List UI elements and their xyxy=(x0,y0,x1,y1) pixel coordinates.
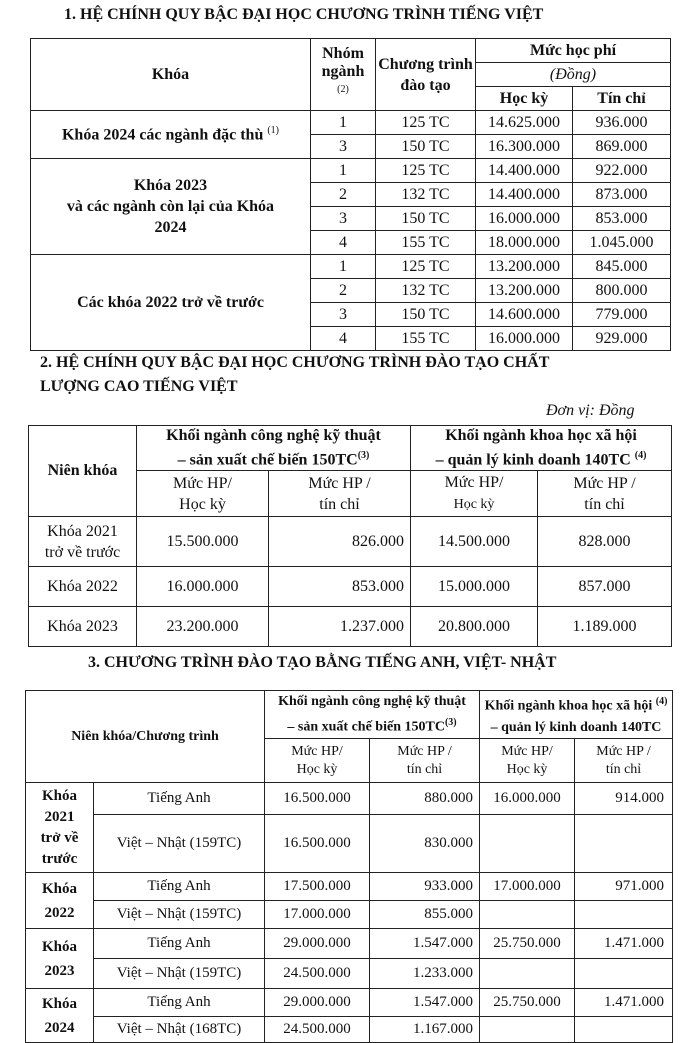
tech-semester-fee-cell: 24.500.000 xyxy=(265,1017,370,1043)
header-year-program: Niên khóa/Chương trình xyxy=(26,691,265,783)
group-cell: 3 xyxy=(311,207,376,231)
social-semester-fee-cell xyxy=(480,1017,575,1043)
social-semester-fee-cell: 15.000.000 xyxy=(411,567,538,607)
tech-credit-fee-cell: 826.000 xyxy=(269,517,411,567)
program-cell: Việt – Nhật (159TC) xyxy=(94,959,265,989)
tech-credit-fee-cell: 855.000 xyxy=(370,901,480,929)
social-credit-fee-cell: 914.000 xyxy=(575,783,673,815)
social-semester-fee-cell: 14.500.000 xyxy=(411,517,538,567)
header-fee-unit: (Đồng) xyxy=(476,63,671,87)
year-cell: Khóa 2022 xyxy=(29,567,137,607)
semester-fee-cell: 18.000.000 xyxy=(476,231,573,255)
social-semester-fee-cell: 25.750.000 xyxy=(480,989,575,1017)
program-cell: 155 TC xyxy=(376,231,476,255)
group-cell: 3 xyxy=(311,303,376,327)
program-cell: Tiếng Anh xyxy=(94,929,265,959)
tech-semester-fee-cell: 29.000.000 xyxy=(265,929,370,959)
program-cell: 150 TC xyxy=(376,207,476,231)
semester-fee-cell: 14.400.000 xyxy=(476,159,573,183)
header-tech-credit: Mức HP / tín chỉ xyxy=(269,471,411,517)
program-cell: 132 TC xyxy=(376,183,476,207)
group-cell: 3 xyxy=(311,135,376,159)
header-program: Chương trình đào tạo xyxy=(376,39,476,111)
tech-credit-fee-cell: 1.547.000 xyxy=(370,929,480,959)
social-credit-fee-cell xyxy=(575,1017,673,1043)
header-social-credit: Mức HP / tín chỉ xyxy=(575,739,673,783)
social-credit-fee-cell: 1.471.000 xyxy=(575,929,673,959)
tech-credit-fee-cell: 853.000 xyxy=(269,567,411,607)
header-semester: Học kỳ xyxy=(476,87,573,111)
tuition-table-high-quality-program xyxy=(28,425,672,647)
header-social-credit: Mức HP / tín chỉ xyxy=(538,471,672,517)
social-semester-fee-cell xyxy=(480,959,575,989)
tech-credit-fee-cell: 933.000 xyxy=(370,873,480,901)
year-cell: Khóa 2021 trở về trước xyxy=(29,517,137,567)
section-2-heading: 2. HỆ CHÍNH QUY BẬC ĐẠI HỌC CHƯƠNG TRÌNH ĐÀO TẠO CHẤT xyxy=(40,354,550,371)
tech-semester-fee-cell: 17.000.000 xyxy=(265,901,370,929)
year-cell: Khóa 2024 xyxy=(26,989,94,1043)
tuition-table-english-vietnam-japan-program xyxy=(25,690,673,1043)
tech-semester-fee-cell: 16.500.000 xyxy=(265,783,370,815)
social-semester-fee-cell: 16.000.000 xyxy=(480,783,575,815)
social-credit-fee-cell: 828.000 xyxy=(538,517,672,567)
program-cell: 150 TC xyxy=(376,303,476,327)
social-semester-fee-cell xyxy=(480,815,575,873)
header-social-semester: Mức HP/ Học kỳ xyxy=(411,471,538,517)
credit-fee-cell: 922.000 xyxy=(573,159,671,183)
social-semester-fee-cell xyxy=(480,901,575,929)
program-cell: 125 TC xyxy=(376,159,476,183)
social-credit-fee-cell: 1.189.000 xyxy=(538,607,672,647)
year-cell: Khóa 2021 trở về trước xyxy=(26,783,94,873)
section-3-heading: 3. CHƯƠNG TRÌNH ĐÀO TẠO BẰNG TIẾNG ANH, VIỆT- NHẬT xyxy=(88,654,557,671)
tech-semester-fee-cell: 23.200.000 xyxy=(137,607,269,647)
tech-credit-fee-cell: 1.233.000 xyxy=(370,959,480,989)
header-tech-credit: Mức HP / tín chỉ xyxy=(370,739,480,783)
program-cell: Việt – Nhật (159TC) xyxy=(94,901,265,929)
semester-fee-cell: 13.200.000 xyxy=(476,255,573,279)
program-cell: Tiếng Anh xyxy=(94,989,265,1017)
header-tech-group: Khối ngành công nghệ kỹ thuật – sản xuất chế biến 150TC$^{(3)}$ xyxy=(265,691,480,739)
header-fee: Mức học phí xyxy=(476,39,671,63)
group-cell: 2 xyxy=(311,183,376,207)
credit-fee-cell: 929.000 xyxy=(573,327,671,351)
semester-fee-cell: 14.400.000 xyxy=(476,183,573,207)
tech-semester-fee-cell: 15.500.000 xyxy=(137,517,269,567)
semester-fee-cell: 16.300.000 xyxy=(476,135,573,159)
header-social-group: Khối ngành khoa học xã hội $^{(4)}$ – quản lý kinh doanh 140TC xyxy=(480,691,673,739)
semester-fee-cell: 13.200.000 xyxy=(476,279,573,303)
header-group: Nhóm ngành $^{(2)}$ xyxy=(311,39,376,111)
year-cell: Khóa 2023 xyxy=(29,607,137,647)
social-credit-fee-cell xyxy=(575,901,673,929)
program-cell: 125 TC xyxy=(376,255,476,279)
program-cell: 132 TC xyxy=(376,279,476,303)
semester-fee-cell: 16.000.000 xyxy=(476,207,573,231)
semester-fee-cell: 14.625.000 xyxy=(476,111,573,135)
tech-semester-fee-cell: 16.500.000 xyxy=(265,815,370,873)
group-cell: 2 xyxy=(311,279,376,303)
tech-credit-fee-cell: 830.000 xyxy=(370,815,480,873)
tech-credit-fee-cell: 1.547.000 xyxy=(370,989,480,1017)
social-credit-fee-cell: 971.000 xyxy=(575,873,673,901)
section-1-heading: 1. HỆ CHÍNH QUY BẬC ĐẠI HỌC CHƯƠNG TRÌNH TIẾNG VIỆT xyxy=(64,6,544,23)
tech-semester-fee-cell: 17.500.000 xyxy=(265,873,370,901)
tech-credit-fee-cell: 880.000 xyxy=(370,783,480,815)
program-cell: 155 TC xyxy=(376,327,476,351)
social-semester-fee-cell: 17.000.000 xyxy=(480,873,575,901)
credit-fee-cell: 869.000 xyxy=(573,135,671,159)
group-cell: 4 xyxy=(311,327,376,351)
header-year: Niên khóa xyxy=(29,426,137,517)
social-credit-fee-cell: 857.000 xyxy=(538,567,672,607)
tech-semester-fee-cell: 29.000.000 xyxy=(265,989,370,1017)
credit-fee-cell: 800.000 xyxy=(573,279,671,303)
tech-semester-fee-cell: 16.000.000 xyxy=(137,567,269,607)
section-2-heading-line2: LƯỢNG CAO TIẾNG VIỆT xyxy=(40,378,238,395)
credit-fee-cell: 936.000 xyxy=(573,111,671,135)
group-cell: 1 xyxy=(311,111,376,135)
tech-credit-fee-cell: 1.167.000 xyxy=(370,1017,480,1043)
program-cell: 125 TC xyxy=(376,111,476,135)
header-tech-semester: Mức HP/ Học kỳ xyxy=(265,739,370,783)
tech-credit-fee-cell: 1.237.000 xyxy=(269,607,411,647)
social-semester-fee-cell: 20.800.000 xyxy=(411,607,538,647)
program-cell: Tiếng Anh xyxy=(94,873,265,901)
semester-fee-cell: 16.000.000 xyxy=(476,327,573,351)
social-semester-fee-cell: 25.750.000 xyxy=(480,929,575,959)
program-cell: Việt – Nhật (168TC) xyxy=(94,1017,265,1043)
program-cell: 150 TC xyxy=(376,135,476,159)
header-course: Khóa xyxy=(31,39,311,111)
tech-semester-fee-cell: 24.500.000 xyxy=(265,959,370,989)
credit-fee-cell: 1.045.000 xyxy=(573,231,671,255)
tuition-table-vietnamese-program xyxy=(30,38,671,351)
semester-fee-cell: 14.600.000 xyxy=(476,303,573,327)
header-social-group: Khối ngành khoa học xã hội – quản lý kinh doanh 140TC $^{(4)}$ xyxy=(411,426,672,471)
header-social-semester: Mức HP/ Học kỳ xyxy=(480,739,575,783)
group-cell: 4 xyxy=(311,231,376,255)
course-name: Các khóa 2022 trở về trước xyxy=(31,255,311,351)
year-cell: Khóa 2023 xyxy=(26,929,94,989)
program-cell: Việt – Nhật (159TC) xyxy=(94,815,265,873)
credit-fee-cell: 779.000 xyxy=(573,303,671,327)
credit-fee-cell: 845.000 xyxy=(573,255,671,279)
header-tech-semester: Mức HP/ Học kỳ xyxy=(137,471,269,517)
course-name: Khóa 2023 và các ngành còn lại của Khóa 2024 xyxy=(31,159,311,255)
header-tech-group: Khối ngành công nghệ kỹ thuật – sản xuất chế biến 150TC$^{(3)}$ xyxy=(137,426,411,471)
social-credit-fee-cell: 1.471.000 xyxy=(575,989,673,1017)
social-credit-fee-cell xyxy=(575,815,673,873)
social-credit-fee-cell xyxy=(575,959,673,989)
group-cell: 1 xyxy=(311,159,376,183)
group-cell: 1 xyxy=(311,255,376,279)
course-name: Khóa 2024 các ngành đặc thù $^{(1)}$ xyxy=(31,111,311,159)
program-cell: Tiếng Anh xyxy=(94,783,265,815)
credit-fee-cell: 853.000 xyxy=(573,207,671,231)
header-credit: Tín chỉ xyxy=(573,87,671,111)
credit-fee-cell: 873.000 xyxy=(573,183,671,207)
currency-unit-note: Đơn vị: Đồng xyxy=(546,402,635,419)
year-cell: Khóa 2022 xyxy=(26,873,94,929)
